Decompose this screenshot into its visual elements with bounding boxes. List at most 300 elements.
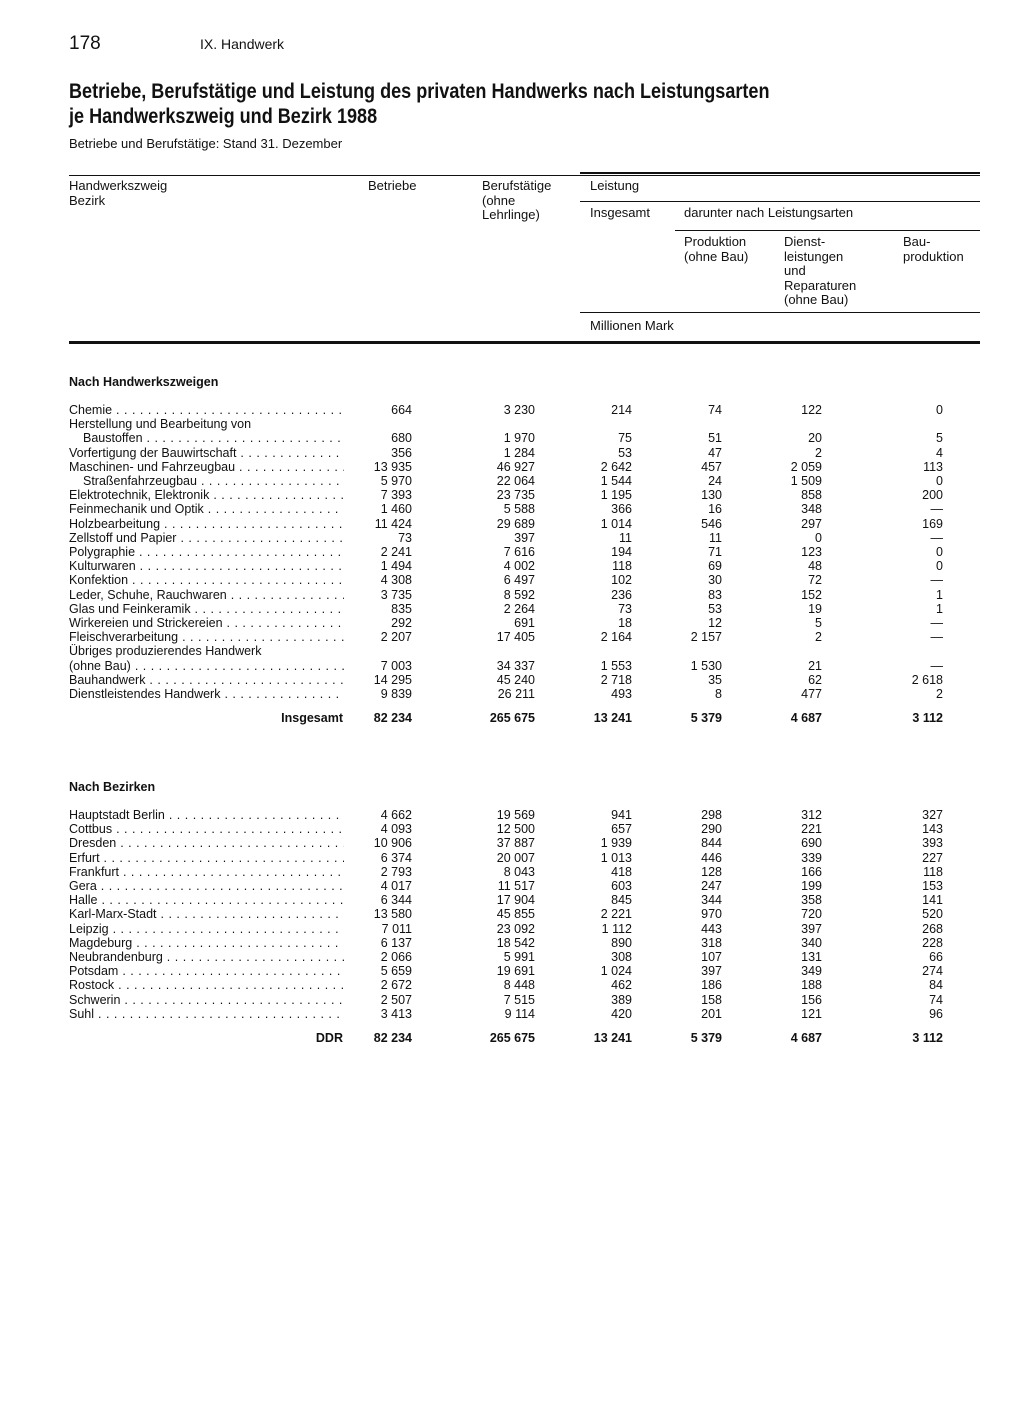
cell-c5: 397	[801, 921, 822, 936]
cell-c2: 3 230	[503, 403, 535, 417]
row-label: Gera . . .	[69, 879, 344, 893]
table-row	[0, 403, 1024, 417]
cell-c2: 7 616	[503, 545, 535, 559]
cell-c5: 221	[801, 822, 822, 837]
row-label: Vorfertigung der Bauwirtschaft . . .	[69, 446, 344, 460]
cell-c4: 16	[708, 502, 722, 517]
table-row	[0, 1007, 1024, 1021]
cell-c2: 23 092	[496, 921, 535, 936]
cell-c4: 5 379	[690, 1031, 722, 1045]
cell-c4: 107	[701, 950, 722, 964]
chapter-title: IX. Handwerk	[200, 36, 285, 52]
row-label: Potsdam . . .	[69, 964, 344, 978]
cell-c3: 890	[611, 935, 632, 950]
cell-c2: 265 675	[489, 1031, 535, 1045]
header-bottom-rule	[69, 341, 980, 344]
unit-rule	[580, 312, 980, 313]
cell-c1: 2 793	[380, 864, 412, 879]
row-label: Erfurt . . .	[69, 851, 344, 865]
row-label: Insgesamt	[281, 711, 343, 726]
cell-c6: 118	[923, 864, 943, 879]
cell-c5: 1 509	[790, 474, 822, 488]
cell-c6: 200	[922, 488, 943, 503]
cell-c5: 21	[808, 658, 822, 673]
cell-c6: 74	[929, 992, 943, 1007]
cell-c6: 3 112	[912, 711, 943, 726]
cell-c6: 169	[922, 516, 943, 531]
cell-c5: 358	[801, 893, 822, 908]
cell-c3: 1 939	[600, 836, 632, 851]
cell-c4: 290	[701, 822, 722, 837]
cell-c1: 356	[391, 445, 412, 460]
cell-c5: 720	[801, 907, 822, 922]
cell-c3: 603	[611, 879, 632, 893]
table-total-row	[0, 711, 1024, 725]
header-berufstaetige: Berufstätige (ohne Lehrlinge)	[482, 178, 552, 222]
cell-c4: 970	[701, 907, 722, 922]
cell-c5: 2	[815, 445, 822, 460]
cell-c4: 247	[701, 879, 722, 893]
cell-c6: 143	[922, 822, 943, 837]
cell-c6: 1	[936, 601, 943, 616]
cell-c1: 4 308	[380, 573, 412, 588]
cell-c3: 236	[611, 587, 632, 602]
cell-c5: 858	[801, 488, 822, 503]
cell-c6: —	[930, 616, 943, 630]
cell-c5: 131	[801, 950, 822, 964]
cell-c3: 2 718	[600, 672, 632, 687]
cell-c3: 75	[618, 431, 632, 446]
row-label: Schwerin . . .	[69, 993, 344, 1007]
cell-c2: 37 887	[496, 836, 535, 851]
cell-c6: 0	[936, 559, 943, 574]
cell-c3: 73	[618, 601, 632, 616]
cell-c2: 397	[514, 530, 535, 545]
cell-c4: 844	[701, 836, 722, 851]
cell-c6: 84	[929, 978, 943, 993]
cell-c2: 26 211	[497, 687, 535, 701]
row-label: Elektrotechnik, Elektronik . . .	[69, 488, 344, 502]
cell-c5: 4 687	[790, 1031, 822, 1045]
cell-c2: 19 569	[496, 808, 535, 822]
cell-c3: 462	[611, 978, 632, 993]
table-row	[0, 808, 1024, 822]
cell-c1: 292	[391, 616, 412, 630]
table-row	[0, 431, 1024, 445]
cell-c4: 12	[708, 616, 722, 630]
cell-c4: 397	[701, 964, 722, 979]
cell-c2: 23 735	[496, 488, 535, 503]
cell-c2: 5 588	[503, 502, 535, 517]
cell-c2: 17 904	[496, 893, 535, 908]
cell-c6: 113	[923, 459, 943, 474]
cell-c5: 2 059	[790, 459, 822, 474]
cell-c4: 30	[708, 573, 722, 588]
cell-c4: 298	[701, 808, 722, 822]
table-row	[0, 602, 1024, 616]
cell-c3: 194	[611, 545, 632, 559]
row-label: Zellstoff und Papier . . .	[69, 531, 344, 545]
cell-c5: 340	[801, 935, 822, 950]
row-label: Fleischverarbeitung . . .	[69, 630, 344, 644]
cell-c4: 158	[701, 992, 722, 1007]
cell-c6: 141	[922, 893, 943, 908]
cell-c6: 4	[936, 445, 943, 460]
row-label: Straßenfahrzeugbau . . .	[83, 474, 344, 488]
table-row	[0, 588, 1024, 602]
table-row	[0, 573, 1024, 587]
cell-c6: 0	[936, 403, 943, 417]
cell-c5: 339	[801, 850, 822, 865]
cell-c2: 19 691	[496, 964, 535, 979]
table-total-row	[0, 1031, 1024, 1045]
table-row	[0, 879, 1024, 893]
cell-c2: 9 114	[504, 1006, 535, 1021]
cell-c1: 6 344	[380, 893, 412, 908]
cell-c3: 420	[611, 1006, 632, 1021]
table-row	[0, 907, 1024, 921]
table-row	[0, 559, 1024, 573]
cell-c6: 327	[922, 808, 943, 822]
cell-c5: 349	[801, 964, 822, 979]
section-title: Nach Bezirken	[69, 780, 156, 794]
header-leistung: Leistung	[590, 178, 640, 193]
cell-c5: 121	[801, 1006, 822, 1021]
header-insgesamt: Insgesamt	[590, 205, 650, 220]
cell-c2: 11 517	[497, 879, 535, 893]
cell-c3: 2 642	[600, 459, 632, 474]
section-title: Nach Handwerkszweigen	[69, 375, 219, 389]
table-row	[0, 616, 1024, 630]
cell-c2: 1 284	[503, 445, 535, 460]
cell-c5: 48	[808, 559, 822, 574]
cell-c5: 690	[801, 836, 822, 851]
row-label: Magdeburg . . .	[69, 936, 344, 950]
table-row	[0, 964, 1024, 978]
cell-c1: 13 580	[373, 907, 412, 922]
cell-c1: 7 003	[380, 658, 412, 673]
cell-c6: 1	[936, 587, 943, 602]
cell-c6: 0	[936, 474, 943, 488]
header-bauproduktion: Bau- produktion	[903, 234, 964, 264]
cell-c4: 1 530	[690, 658, 722, 673]
table-row	[0, 446, 1024, 460]
cell-c3: 11	[619, 530, 632, 545]
table-row	[0, 978, 1024, 992]
table-row	[0, 687, 1024, 701]
row-label: Rostock . . .	[69, 978, 344, 992]
cell-c1: 6 137	[380, 935, 412, 950]
cell-c2: 8 592	[503, 587, 535, 602]
row-label: (ohne Bau) . . .	[69, 659, 344, 673]
cell-c3: 1 024	[600, 964, 632, 979]
table-title-line1: Betriebe, Berufstätige und Leistung des privaten Handwerks nach Leistungsarten	[69, 80, 770, 103]
row-label: Suhl . . .	[69, 1007, 344, 1021]
row-label: Karl-Marx-Stadt . . .	[69, 907, 344, 921]
cell-c5: 477	[801, 687, 822, 701]
header-dienstleistungen: Dienst- leistungen und Reparaturen (ohne Bau)	[784, 234, 857, 307]
cell-c5: 5	[815, 616, 822, 630]
cell-c1: 680	[391, 431, 412, 446]
cell-c4: 546	[701, 516, 722, 531]
header-unit: Millionen Mark	[590, 318, 674, 333]
cell-c5: 297	[801, 516, 822, 531]
table-row	[0, 545, 1024, 559]
cell-c6: 520	[922, 907, 943, 922]
cell-c3: 1 553	[600, 658, 632, 673]
cell-c1: 7 011	[381, 921, 412, 936]
cell-c2: 29 689	[496, 516, 535, 531]
cell-c4: 74	[708, 403, 722, 417]
cell-c6: 3 112	[912, 1031, 943, 1045]
row-label: Glas und Feinkeramik . . .	[69, 602, 344, 616]
cell-c2: 8 448	[503, 978, 535, 993]
cell-c1: 9 839	[380, 687, 412, 701]
cell-c3: 1 112	[601, 921, 632, 936]
cell-c2: 20 007	[496, 850, 535, 865]
table-row	[0, 644, 1024, 658]
page-number: 178	[69, 33, 101, 54]
table-row	[0, 531, 1024, 545]
cell-c3: 366	[611, 502, 632, 517]
row-label: Chemie . . .	[69, 403, 344, 417]
cell-c2: 34 337	[496, 658, 535, 673]
cell-c1: 7 393	[380, 488, 412, 503]
cell-c3: 118	[612, 559, 632, 574]
row-label: Leipzig . . .	[69, 922, 344, 936]
cell-c1: 2 207	[380, 630, 412, 645]
row-label: DDR	[315, 1031, 343, 1045]
row-label: Polygraphie . . .	[69, 545, 344, 559]
cell-c3: 418	[611, 864, 632, 879]
cell-c3: 214	[611, 403, 632, 417]
table-title-line2: je Handwerkszweig und Bezirk 1988	[69, 105, 378, 128]
cell-c1: 835	[391, 601, 412, 616]
table-row	[0, 822, 1024, 836]
cell-c6: 2 618	[911, 672, 943, 687]
cell-c5: 348	[801, 502, 822, 517]
cell-c6: —	[930, 530, 943, 545]
cell-c4: 83	[708, 587, 722, 602]
table-row	[0, 673, 1024, 687]
row-label: Bauhandwerk . . .	[69, 673, 344, 687]
cell-c5: 62	[808, 672, 822, 687]
cell-c1: 14 295	[373, 672, 412, 687]
cell-c5: 152	[801, 587, 822, 602]
cell-c5: 188	[801, 978, 822, 993]
row-label: Dresden . . .	[69, 836, 344, 850]
row-label: Herstellung und Bearbeitung von	[69, 417, 252, 432]
cell-c4: 201	[701, 1006, 722, 1021]
cell-c1: 4 662	[380, 808, 412, 822]
cell-c5: 4 687	[790, 711, 822, 726]
cell-c1: 2 672	[380, 978, 412, 993]
header-handwerkszweig: Handwerkszweig Bezirk	[69, 178, 168, 208]
cell-c4: 11	[709, 530, 722, 545]
cell-c3: 941	[611, 808, 632, 822]
cell-c4: 344	[701, 893, 722, 908]
cell-c6: 96	[929, 1006, 943, 1021]
cell-c1: 6 374	[380, 850, 412, 865]
row-label: Feinmechanik und Optik . . .	[69, 502, 344, 516]
cell-c3: 493	[611, 687, 632, 701]
cell-c3: 1 013	[600, 850, 632, 865]
cell-c1: 664	[391, 403, 412, 417]
cell-c1: 10 906	[373, 836, 412, 851]
cell-c3: 845	[611, 893, 632, 908]
table-row	[0, 474, 1024, 488]
table-row	[0, 488, 1024, 502]
cell-c2: 265 675	[489, 711, 535, 726]
cell-c4: 128	[701, 864, 722, 879]
row-label: Wirkereien und Strickereien . . .	[69, 616, 344, 630]
cell-c4: 5 379	[690, 711, 722, 726]
cell-c3: 1 195	[600, 488, 632, 503]
cell-c3: 1 014	[600, 516, 632, 531]
cell-c6: —	[930, 502, 943, 517]
cell-c1: 2 066	[380, 950, 412, 964]
cell-c3: 102	[611, 573, 632, 588]
cell-c5: 199	[801, 879, 822, 893]
row-label: Neubrandenburg . . .	[69, 950, 344, 964]
header-darunter: darunter nach Leistungsarten	[684, 205, 854, 220]
cell-c4: 130	[701, 488, 722, 503]
cell-c2: 8 043	[503, 864, 535, 879]
cell-c4: 71	[708, 545, 722, 559]
leistung-rule	[580, 172, 980, 174]
cell-c2: 6 497	[503, 573, 535, 588]
cell-c5: 0	[815, 530, 822, 545]
cell-c1: 3 413	[380, 1006, 412, 1021]
row-label: Halle . . .	[69, 893, 344, 907]
cell-c4: 8	[715, 687, 722, 701]
cell-c1: 73	[398, 530, 412, 545]
cell-c1: 5 970	[380, 474, 412, 488]
cell-c4: 457	[701, 459, 722, 474]
table-row	[0, 993, 1024, 1007]
cell-c1: 5 659	[380, 964, 412, 979]
cell-c6: 227	[922, 850, 943, 865]
table-row	[0, 851, 1024, 865]
row-label: Übriges produzierendes Handwerk	[69, 644, 262, 659]
cell-c5: 2	[815, 630, 822, 645]
cell-c6: —	[930, 573, 943, 588]
cell-c5: 19	[808, 601, 822, 616]
cell-c4: 2 157	[690, 630, 722, 645]
row-label: Kulturwaren . . .	[69, 559, 344, 573]
cell-c5: 123	[801, 545, 822, 559]
table-row	[0, 460, 1024, 474]
table-row	[0, 517, 1024, 531]
cell-c1: 82 234	[373, 1031, 412, 1045]
cell-c4: 69	[708, 559, 722, 574]
cell-c1: 1 460	[380, 502, 412, 517]
cell-c3: 13 241	[593, 1031, 632, 1045]
cell-c3: 2 221	[600, 907, 632, 922]
row-label: Dienstleistendes Handwerk . . .	[69, 687, 344, 701]
cell-c2: 2 264	[503, 601, 535, 616]
cell-c6: 153	[922, 879, 943, 893]
cell-c2: 45 240	[496, 672, 535, 687]
cell-c1: 82 234	[373, 711, 412, 726]
cell-c5: 122	[801, 403, 822, 417]
cell-c5: 312	[801, 808, 822, 822]
cell-c1: 11 424	[374, 516, 412, 531]
table-row	[0, 659, 1024, 673]
cell-c3: 13 241	[593, 711, 632, 726]
row-label: Cottbus . . .	[69, 822, 344, 836]
header-produktion: Produktion (ohne Bau)	[684, 234, 749, 264]
cell-c2: 5 991	[503, 950, 535, 964]
cell-c2: 12 500	[496, 822, 535, 837]
cell-c2: 691	[514, 616, 535, 630]
table-row	[0, 502, 1024, 516]
table-row	[0, 922, 1024, 936]
cell-c4: 186	[701, 978, 722, 993]
cell-c1: 1 494	[380, 559, 412, 574]
table-row	[0, 836, 1024, 850]
darunter-rule	[675, 230, 980, 231]
cell-c2: 7 515	[503, 992, 535, 1007]
cell-c4: 51	[708, 431, 722, 446]
cell-c6: 274	[922, 964, 943, 979]
cell-c6: 5	[936, 431, 943, 446]
cell-c3: 53	[618, 445, 632, 460]
cell-c4: 443	[701, 921, 722, 936]
cell-c2: 17 405	[496, 630, 535, 645]
cell-c1: 4 093	[380, 822, 412, 837]
row-label: Frankfurt . . .	[69, 865, 344, 879]
cell-c6: 268	[922, 921, 943, 936]
cell-c4: 53	[708, 601, 722, 616]
cell-c4: 47	[708, 445, 722, 460]
cell-c4: 24	[708, 474, 722, 488]
cell-c6: 0	[936, 545, 943, 559]
cell-c6: 393	[922, 836, 943, 851]
cell-c3: 18	[618, 616, 632, 630]
row-label: Holzbearbeitung . . .	[69, 517, 344, 531]
cell-c1: 13 935	[373, 459, 412, 474]
cell-c3: 657	[611, 822, 632, 837]
cell-c1: 2 241	[380, 545, 412, 559]
cell-c1: 3 735	[380, 587, 412, 602]
table-row	[0, 865, 1024, 879]
table-row	[0, 950, 1024, 964]
cell-c2: 18 542	[496, 935, 535, 950]
cell-c2: 1 970	[503, 431, 535, 446]
cell-c3: 389	[611, 992, 632, 1007]
cell-c2: 46 927	[496, 459, 535, 474]
cell-c5: 166	[801, 864, 822, 879]
table-row	[0, 630, 1024, 644]
insgesamt-rule	[580, 201, 980, 202]
cell-c1: 2 507	[380, 992, 412, 1007]
cell-c4: 446	[701, 850, 722, 865]
cell-c5: 72	[808, 573, 822, 588]
table-row	[0, 936, 1024, 950]
cell-c4: 35	[708, 672, 722, 687]
table-subtitle: Betriebe und Berufstätige: Stand 31. Dezember	[69, 136, 343, 151]
cell-c6: 66	[929, 950, 943, 964]
cell-c6: 228	[922, 935, 943, 950]
cell-c5: 156	[801, 992, 822, 1007]
header-betriebe: Betriebe	[368, 178, 417, 193]
table-row	[0, 893, 1024, 907]
row-label: Leder, Schuhe, Rauchwaren . . .	[69, 588, 344, 602]
row-label: Konfektion . . .	[69, 573, 344, 587]
cell-c4: 318	[701, 935, 722, 950]
row-label: Maschinen- und Fahrzeugbau . . .	[69, 460, 344, 474]
